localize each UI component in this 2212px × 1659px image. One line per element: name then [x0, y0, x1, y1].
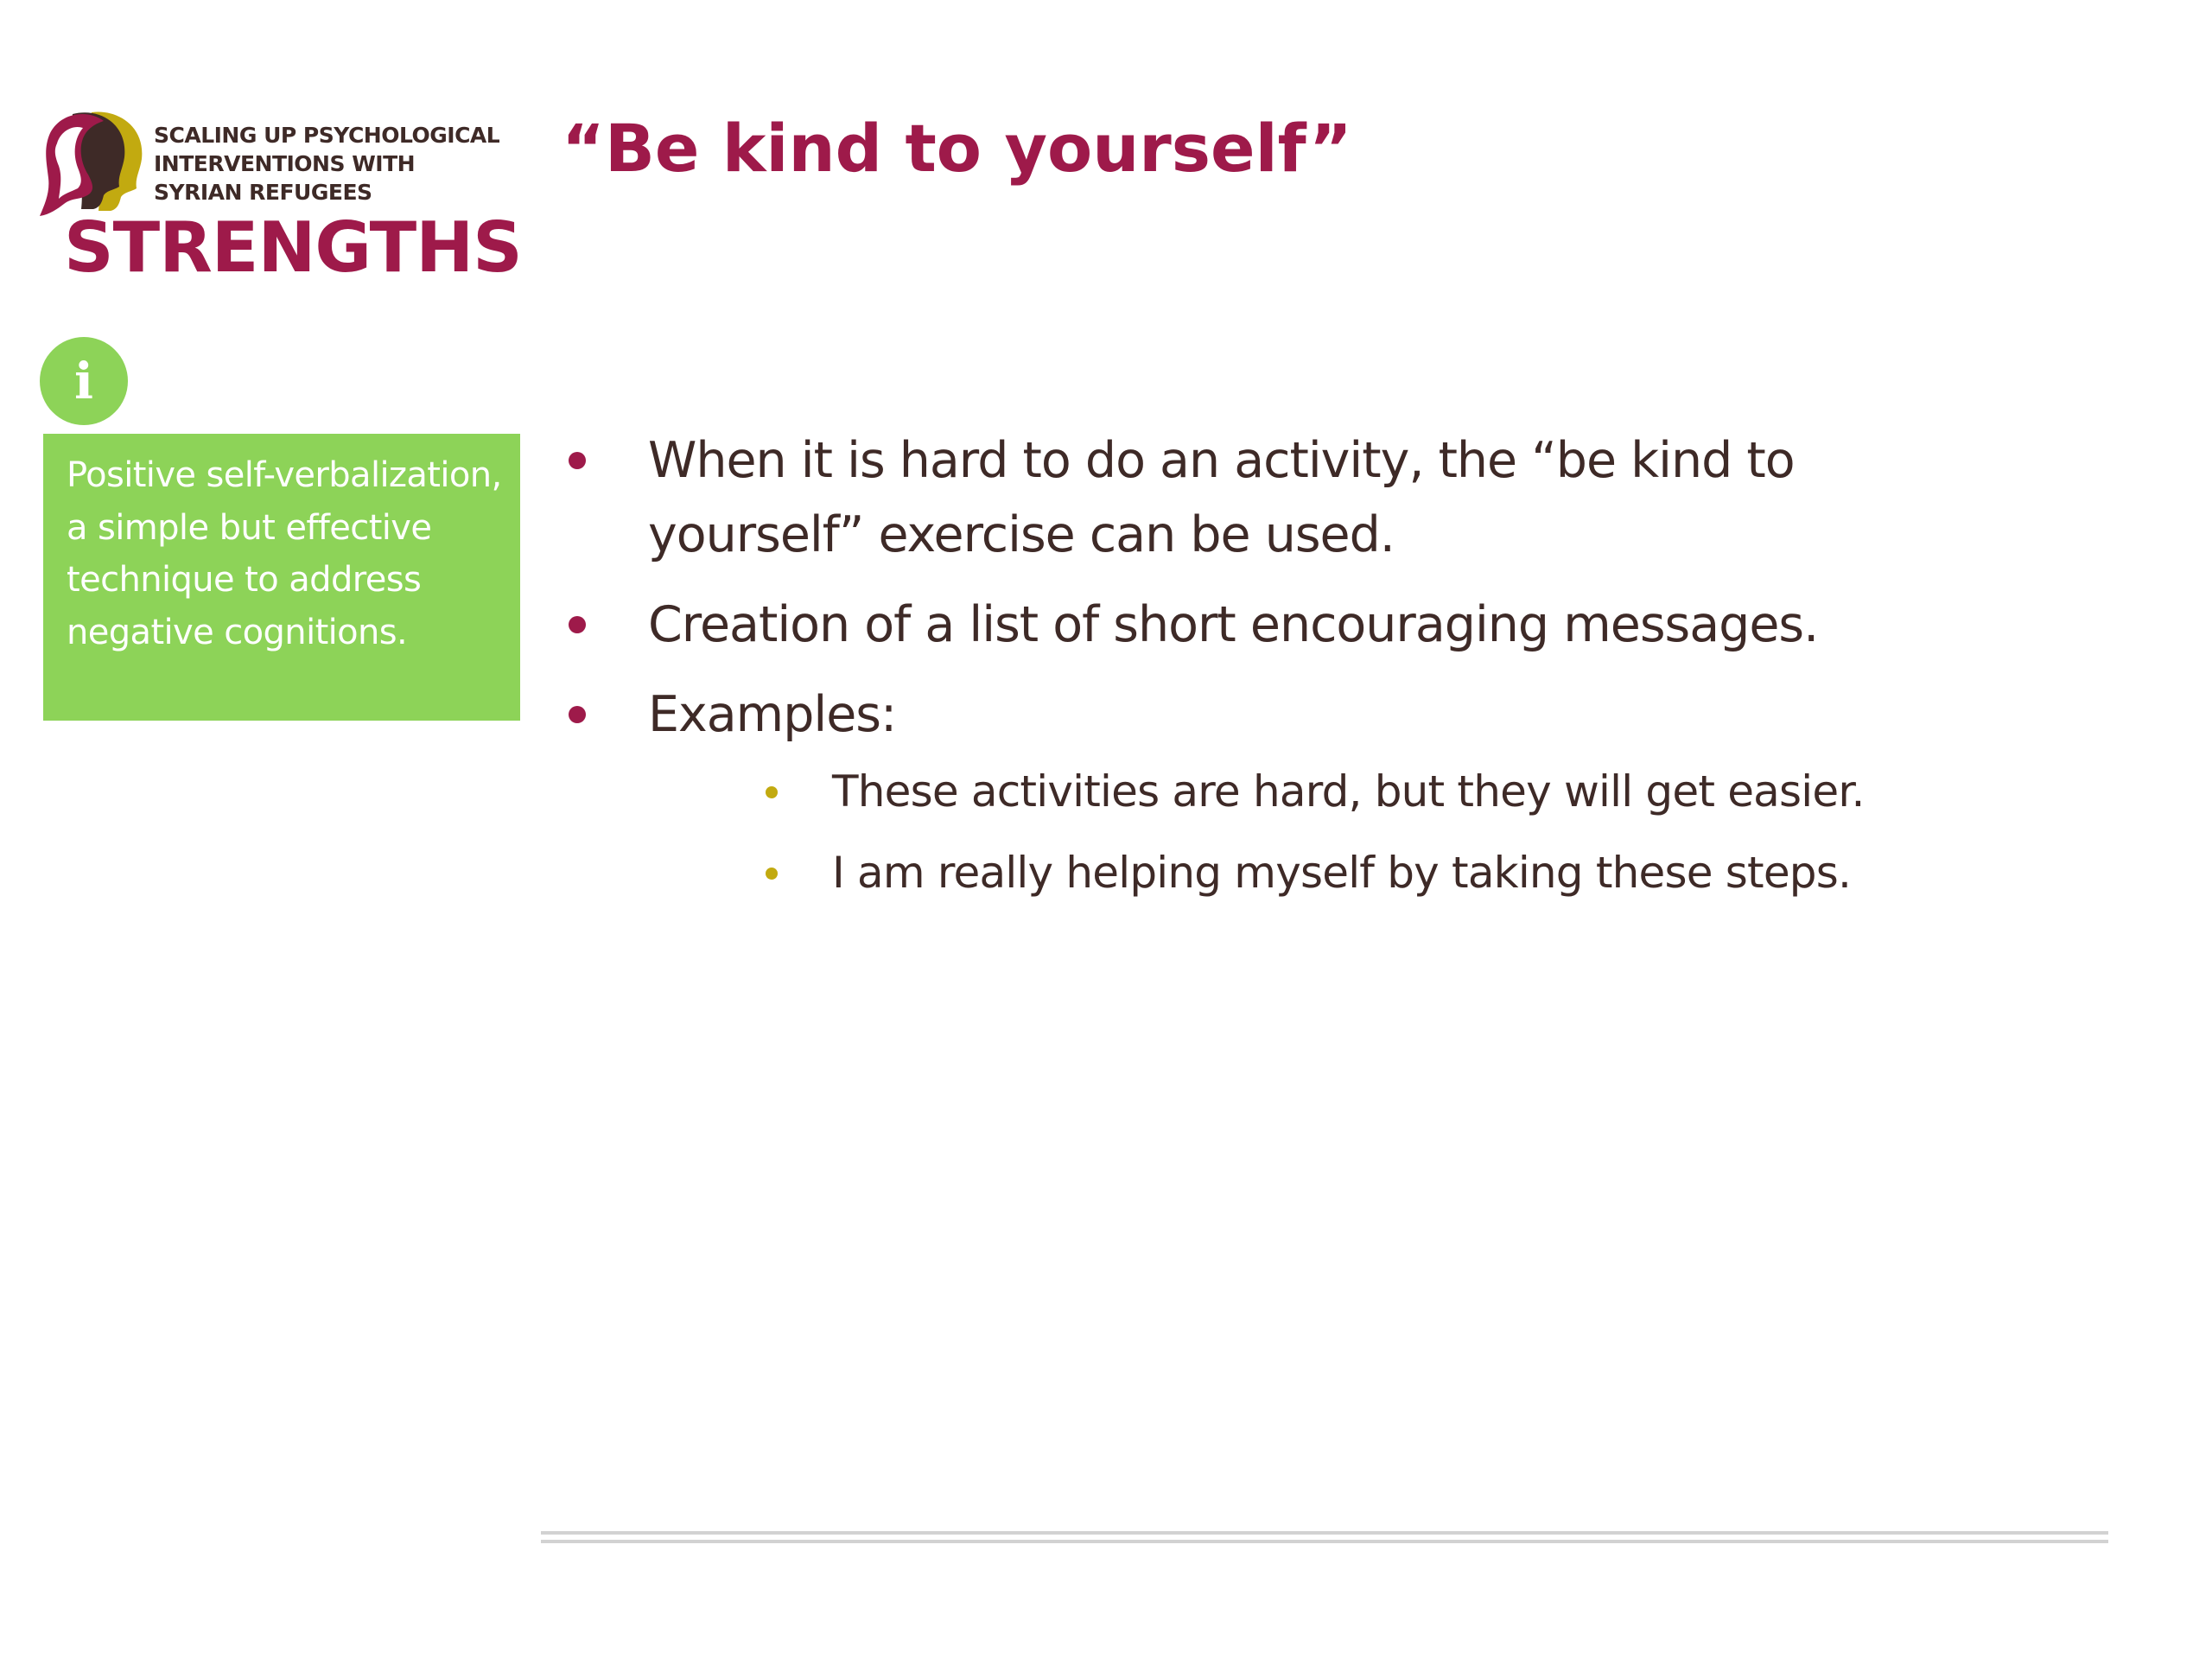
logo-tagline-line1: SCALING UP PSYCHOLOGICAL	[154, 123, 500, 148]
sub-bullet-item	[648, 759, 1996, 824]
sub-bullet-item	[648, 840, 1996, 906]
bullet-item	[562, 423, 1996, 572]
footer-divider	[541, 1531, 2108, 1543]
bullet-text: Examples:	[648, 686, 897, 743]
bullet-dot-icon	[569, 706, 586, 723]
bullet-dot-icon	[569, 616, 586, 633]
sub-bullet-dot-icon	[766, 868, 778, 880]
logo-tagline	[154, 121, 499, 207]
bullet-dot-icon	[569, 452, 586, 469]
sub-bullet-text: These activities are hard, but they will get easier.	[832, 766, 1865, 817]
bullet-text: Creation of a list of short encouraging messages.	[648, 596, 1819, 653]
bullet-item	[562, 588, 1996, 662]
info-icon-glyph: i	[73, 352, 94, 410]
bullet-text: When it is hard to do an activity, the “be kind to yourself” exercise can be used.	[648, 432, 1795, 563]
logo-tagline-line3: SYRIAN REFUGEES	[154, 180, 372, 205]
logo-wordmark: STRENGTHS	[64, 207, 522, 288]
bullet-item	[562, 677, 1996, 906]
sub-bullet-text: I am really helping myself by taking these steps.	[832, 848, 1852, 898]
slide-body	[562, 423, 2031, 921]
sub-bullet-list	[648, 759, 1996, 906]
info-icon	[40, 337, 128, 425]
strengths-logo	[38, 109, 522, 288]
info-note: Positive self-verbalization, a simple but effective technique to address negative cognitions.	[43, 434, 520, 721]
slide-title: “Be kind to yourself”	[562, 110, 1352, 187]
heads-silhouette-icon	[38, 109, 147, 218]
bullet-list	[562, 423, 2031, 906]
sub-bullet-dot-icon	[766, 786, 778, 798]
logo-tagline-line2: INTERVENTIONS WITH	[154, 151, 416, 176]
